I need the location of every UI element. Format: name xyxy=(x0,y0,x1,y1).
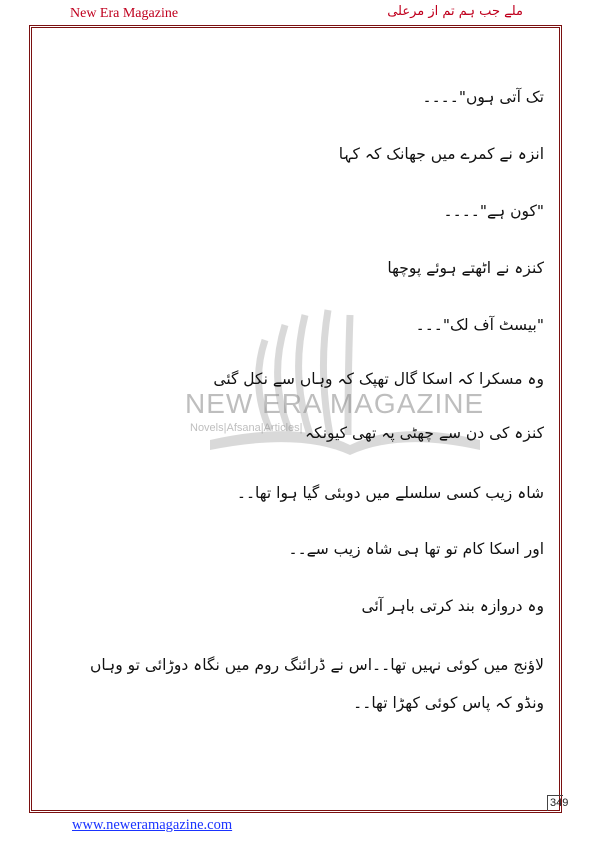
body-line: وہ دروازہ بند کرتی باہر آئی xyxy=(361,597,544,615)
story-title: ملے جب ہم تم از مرعلی xyxy=(387,4,523,19)
watermark-subtitle: Novels|Afsana|Articles| xyxy=(190,422,303,434)
body-line: "کون ہے"۔۔۔۔ xyxy=(443,202,544,220)
body-line: کنزہ نے اٹھتے ہوئے پوچھا xyxy=(387,259,544,277)
body-paragraph: لاؤنج میں کوئی نہیں تھا۔۔اس نے ڈرائنگ روم میں نگاہ دوڑائی تو وہاں ونڈو کہ پاس کوئی کھڑا تھا۔۔ xyxy=(90,656,544,712)
body-line: "بیسٹ آف لک"۔۔۔ xyxy=(415,316,544,334)
body-line: تک آتی ہوں"۔۔۔۔ xyxy=(422,88,544,106)
body-line: اور اسکا کام تو تھا ہی شاہ زیب سے۔۔ xyxy=(288,540,544,558)
body-line: شاہ زیب کسی سلسلے میں دوبئی گیا ہوا تھا۔۔ xyxy=(236,484,544,502)
body-line: کنزہ کی دن سے چھٹی پہ تھی کیونکہ xyxy=(305,424,544,442)
page-number: 349 xyxy=(547,795,563,811)
body-line: وہ مسکرا کہ اسکا گال تھپک کہ وہاں سے نکل گئی xyxy=(213,370,544,388)
magazine-name: New Era Magazine xyxy=(70,6,179,21)
footer-link[interactable]: www.neweramagazine.com xyxy=(72,817,233,833)
body-line: انزہ نے کمرے میں جھانک کہ کہا xyxy=(338,145,544,163)
watermark-title: NEW ERA MAGAZINE xyxy=(185,388,485,419)
